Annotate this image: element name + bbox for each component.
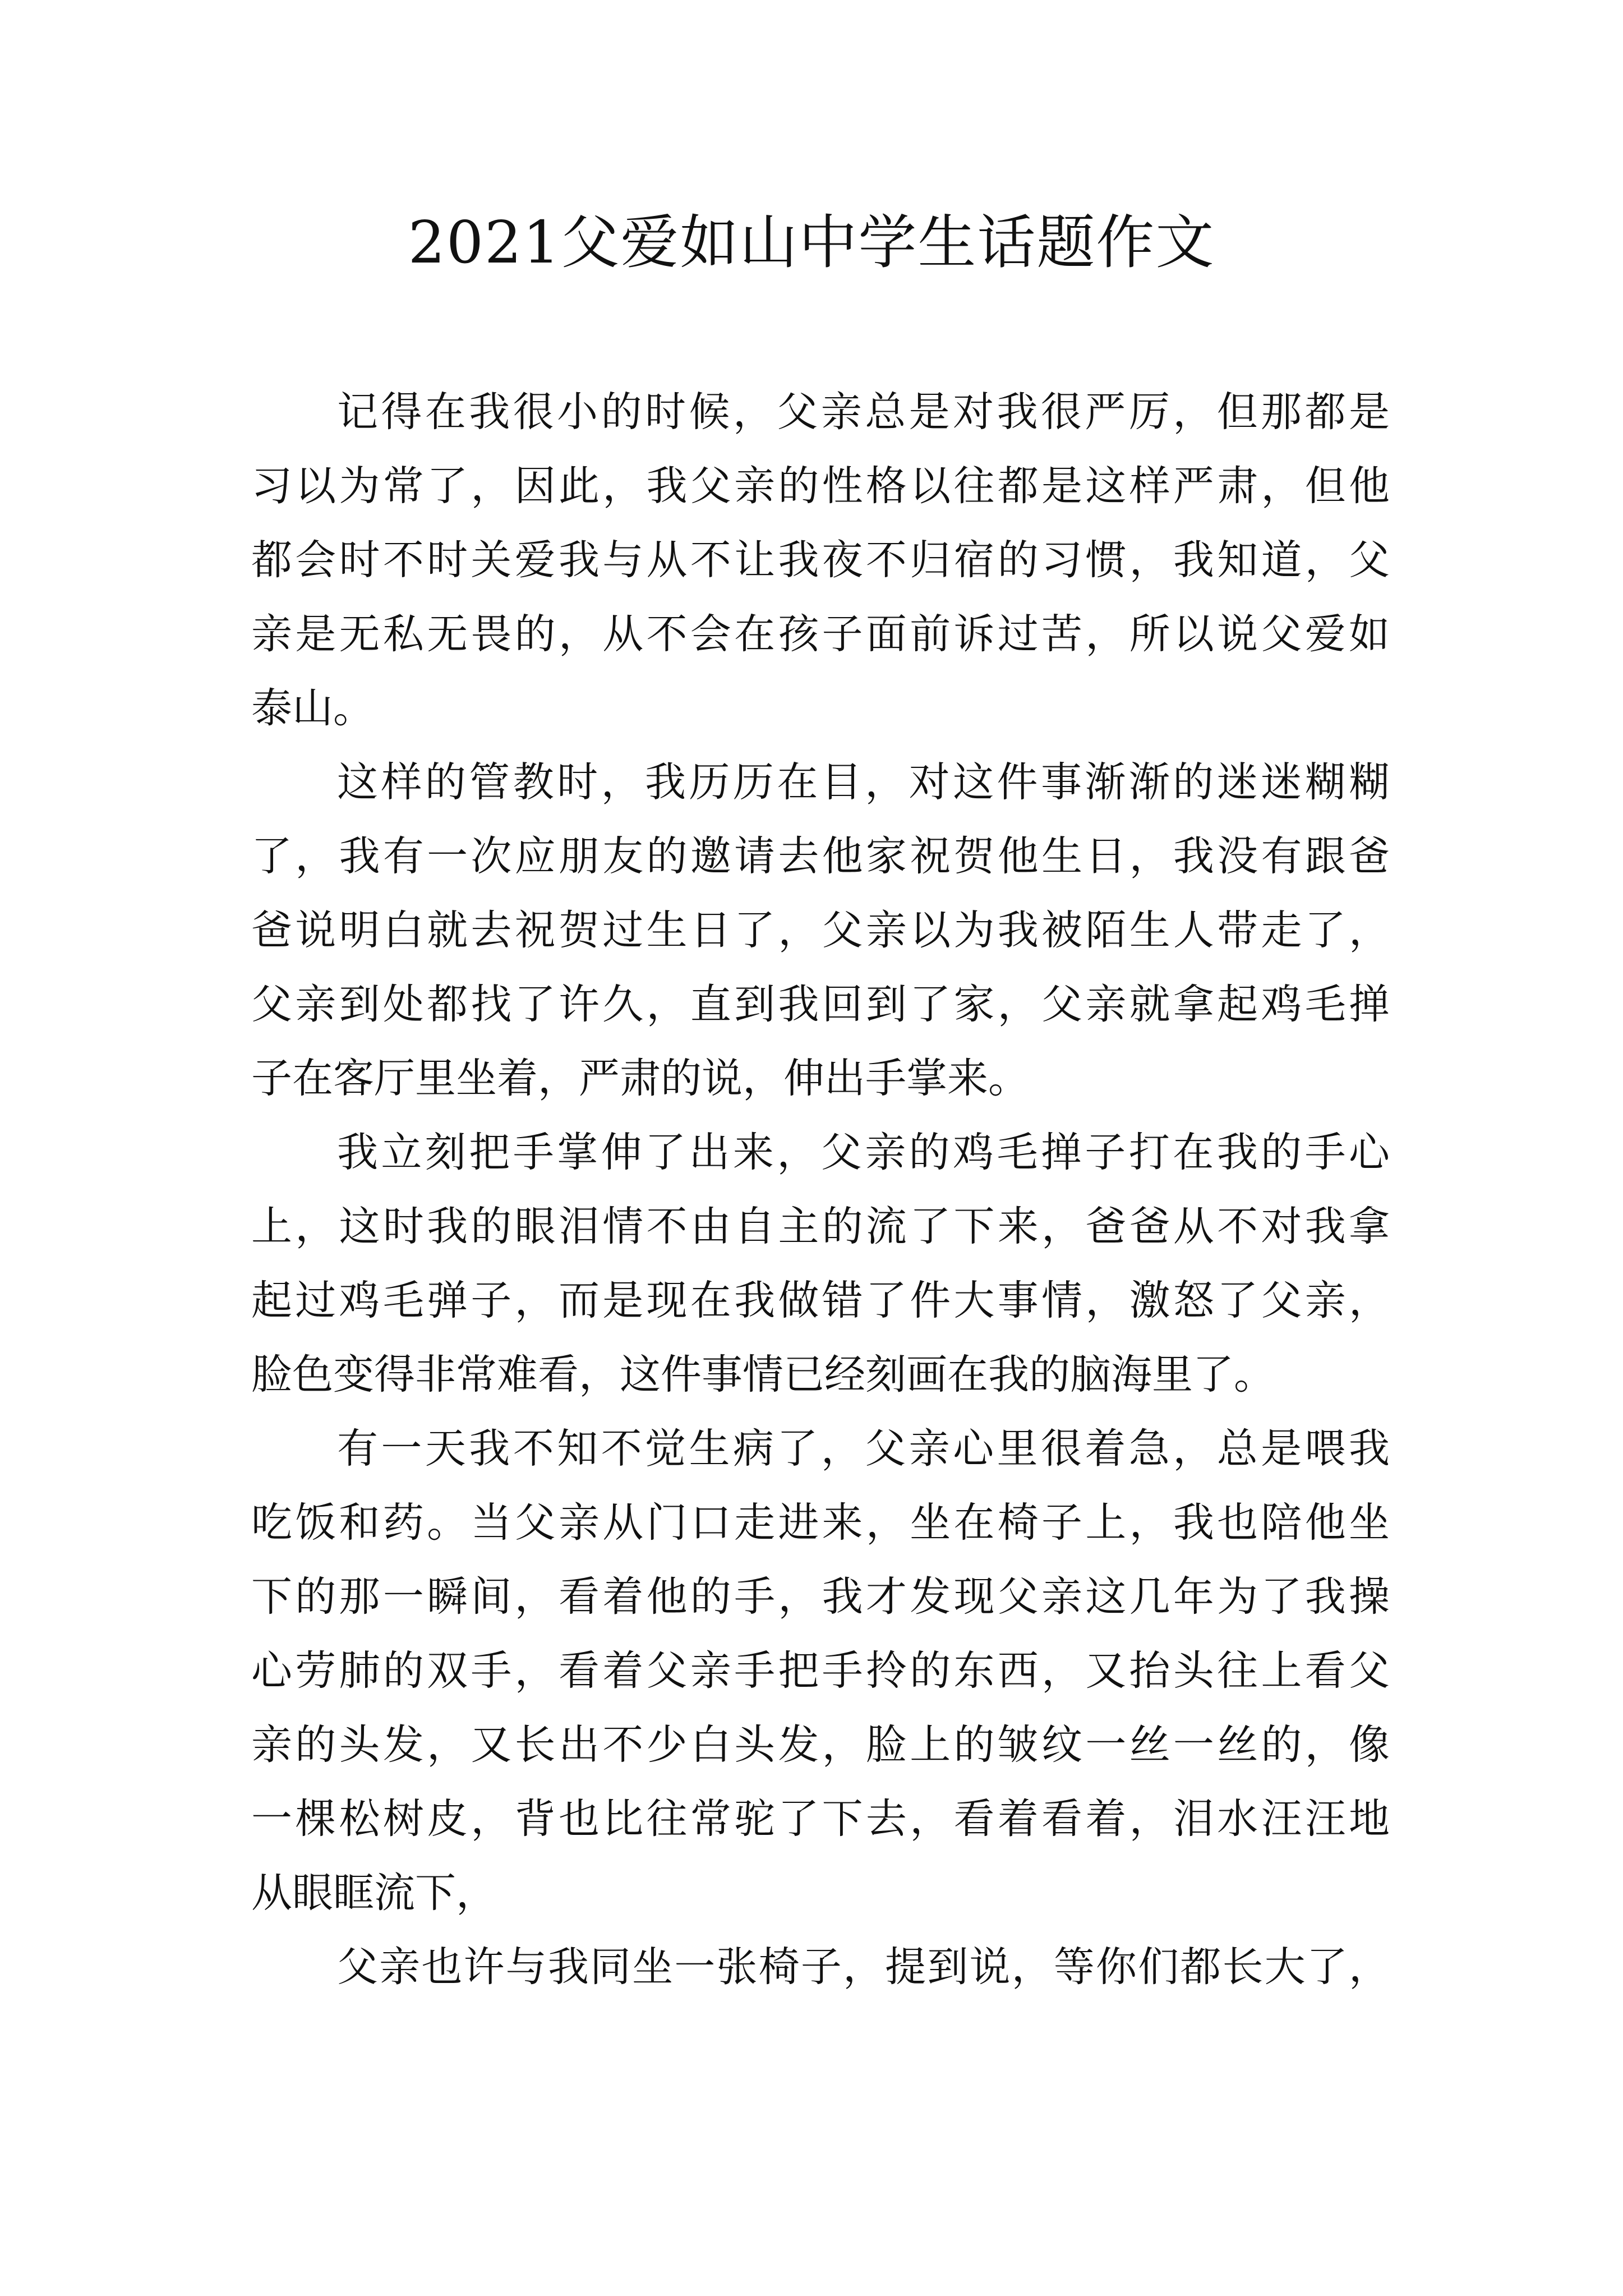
paragraph-3-line-3: 起过鸡毛弹子，而是现在我做错了件大事情，激怒了父亲， bbox=[251, 1277, 1390, 1324]
paragraph-4-line-1: 有一天我不知不觉生病了，父亲心里很着急，总是喂我 bbox=[337, 1425, 1390, 1473]
paragraph-5-line-1: 父亲也许与我同坐一张椅子，提到说，等你们都长大了， bbox=[337, 1943, 1390, 1991]
paragraph-2-line-3: 爸说明白就去祝贺过生日了，父亲以为我被陌生人带走了， bbox=[251, 907, 1390, 954]
paragraph-3-line-2: 上，这时我的眼泪情不由自主的流了下来，爸爸从不对我拿 bbox=[251, 1203, 1390, 1250]
paragraph-1-line-2: 习以为常了，因此，我父亲的性格以往都是这样严肃，但他 bbox=[251, 462, 1390, 510]
paragraph-1-line-1: 记得在我很小的时候，父亲总是对我很严厉，但那都是 bbox=[337, 388, 1390, 436]
paragraph-3-line-1: 我立刻把手掌伸了出来，父亲的鸡毛掸子打在我的手心 bbox=[337, 1129, 1390, 1176]
paragraph-4-line-2: 吃饭和药。当父亲从门口走进来，坐在椅子上，我也陪他坐 bbox=[251, 1499, 1390, 1547]
paragraph-4-line-3: 下的那一瞬间，看着他的手，我才发现父亲这几年为了我操 bbox=[251, 1573, 1390, 1621]
paragraph-2-line-2: 了，我有一次应朋友的邀请去他家祝贺他生日，我没有跟爸 bbox=[251, 832, 1390, 880]
paragraph-1-line-4: 亲是无私无畏的，从不会在孩子面前诉过苦，所以说父爱如 bbox=[251, 610, 1390, 658]
paragraph-4-line-7: 从眼眶流下， bbox=[251, 1869, 497, 1917]
paragraph-1-line-5: 泰山。 bbox=[251, 684, 374, 732]
paragraph-2-line-5: 子在客厅里坐着，严肃的说，伸出手掌来。 bbox=[251, 1055, 1029, 1102]
paragraph-4-line-5: 亲的头发，又长出不少白头发，脸上的皱纹一丝一丝的，像 bbox=[251, 1721, 1390, 1769]
paragraph-2-line-1: 这样的管教时，我历历在目，对这件事渐渐的迷迷糊糊 bbox=[337, 758, 1390, 806]
paragraph-2-line-4: 父亲到处都找了许久，直到我回到了家，父亲就拿起鸡毛掸 bbox=[251, 981, 1390, 1028]
paragraph-4-line-6: 一棵松树皮，背也比往常驼了下去，看着看着，泪水汪汪地 bbox=[251, 1795, 1390, 1843]
document-title: 2021父爱如山中学生话题作文 bbox=[408, 208, 1215, 277]
paragraph-4-line-4: 心劳肺的双手，看着父亲手把手拎的东西，又抬头往上看父 bbox=[251, 1647, 1390, 1695]
paragraph-3-line-4: 脸色变得非常难看，这件事情已经刻画在我的脑海里了。 bbox=[251, 1351, 1275, 1398]
paragraph-1-line-3: 都会时不时关爱我与从不让我夜不归宿的习惯，我知道，父 bbox=[251, 536, 1390, 584]
